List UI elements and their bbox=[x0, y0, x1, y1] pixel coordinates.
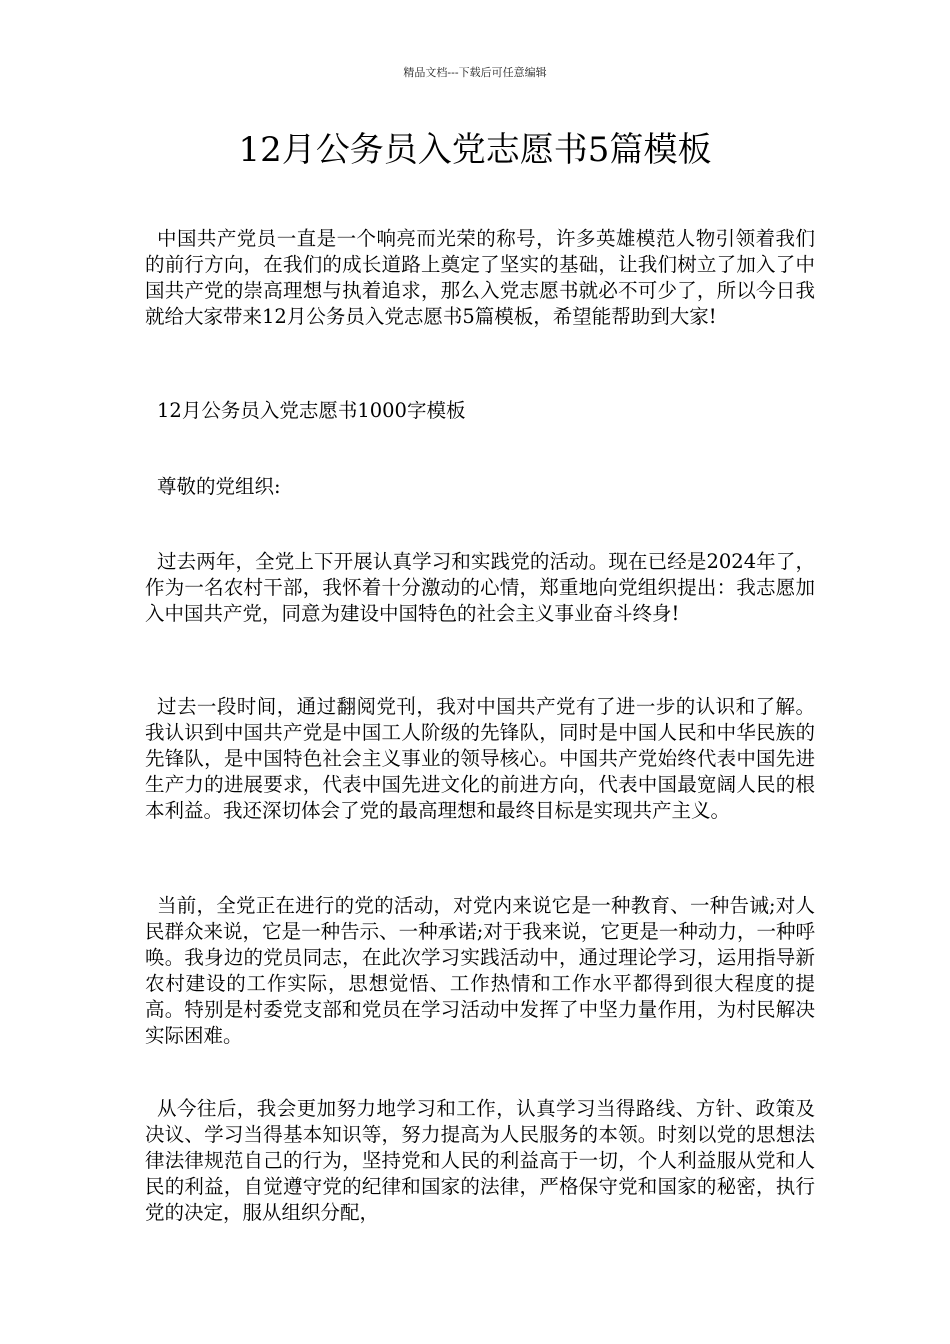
body-paragraph: 当前，全党正在进行的党的活动，对党内来说它是一种教育、一种告诫;对人民群众来说，它是一种告示、一种承诺;对于我来说，它更是一种动力，一种呼唤。我身边的党员同志，在此次学习实践活动中，通过理论学习，运用指导新农村建设的工作实际，思想觉悟、工作热情和工作水平都得到很大程度的提高。特别是村委党支部和党员在学习活动中发挥了中坚力量作用，为村民解决实际困难。 bbox=[145, 894, 815, 1047]
body-paragraph: 过去两年，全党上下开展认真学习和实践党的活动。现在已经是2024年了，作为一名农村干部，我怀着十分激动的心情，郑重地向党组织提出：我志愿加入中国共产党，同意为建设中国特色的社会主义事业奋斗终身! bbox=[145, 550, 815, 625]
header-note: 精品文档---下载后可任意编辑 bbox=[403, 66, 547, 79]
body-paragraph: 过去一段时间，通过翻阅党刊，我对中国共产党有了进一步的认识和了解。我认识到中国共产党是中国工人阶级的先锋队，同时是中国人民和中华民族的先锋队，是中国特色社会主义事业的领导核心。中国共产党始终代表中国先进生产力的进展要求，代表中国先进文化的前进方向，代表中国最宽阔人民的根本利益。我还深切体会了党的最高理想和最终目标是实现共产主义。 bbox=[145, 695, 815, 822]
salutation: 尊敬的党组织: bbox=[157, 475, 281, 498]
document-title: 12月公务员入党志愿书5篇模板 bbox=[238, 130, 712, 170]
intro-paragraph: 中国共产党员一直是一个响亮而光荣的称号，许多英雄模范人物引领着我们的前行方向，在我们的成长道路上奠定了坚实的基础，让我们树立了加入了中国共产党的崇高理想与执着追求，那么入党志愿书就必不可少了，所以今日我就给大家带来12月公务员入党志愿书5篇模板，希望能帮助到大家! bbox=[145, 227, 815, 328]
section-subtitle: 12月公务员入党志愿书1000字模板 bbox=[157, 399, 466, 422]
body-paragraph: 从今往后，我会更加努力地学习和工作，认真学习当得路线、方针、政策及决议、学习当得基本知识等，努力提高为人民服务的本领。时刻以党的思想法律法律规范自己的行为，坚持党和人民的利益高于一切，个人利益服从党和人民的利益，自觉遵守党的纪律和国家的法律，严格保守党和国家的秘密，执行党的决定，服从组织分配， bbox=[145, 1097, 815, 1224]
